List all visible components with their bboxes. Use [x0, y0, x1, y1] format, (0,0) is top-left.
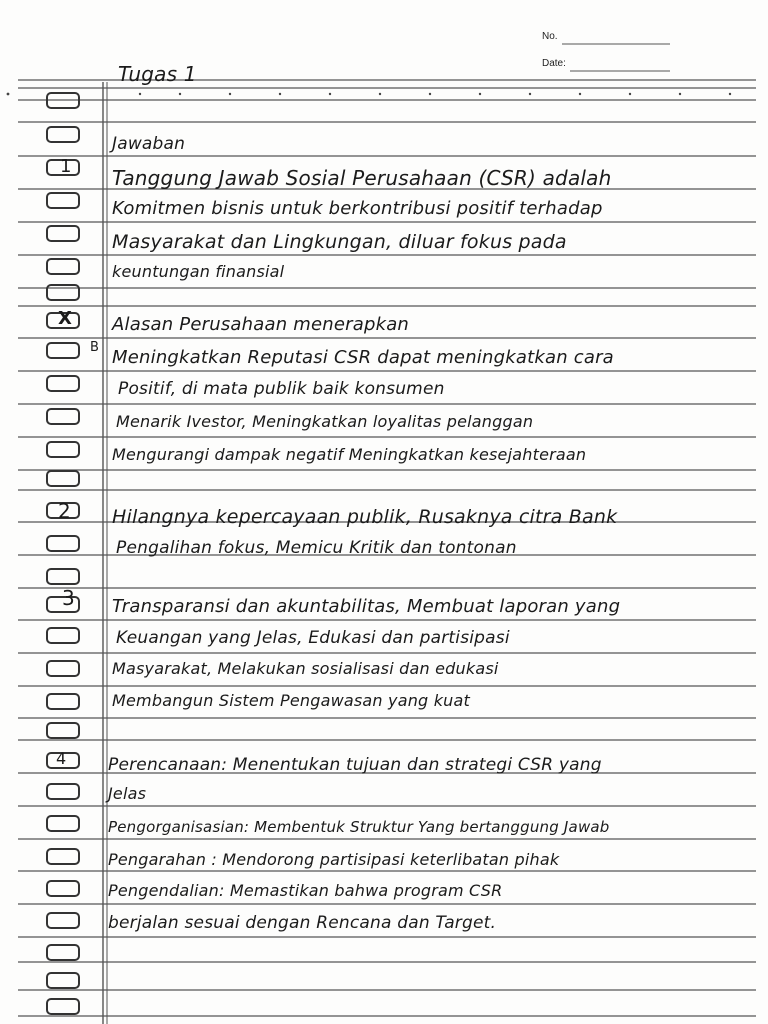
- text-line: Transparansi dan akuntabilitas, Membuat laporan yang: [112, 596, 621, 617]
- checkbox: [46, 408, 80, 425]
- text-line: Pengarahan : Mendorong partisipasi keterlibatan pihak: [108, 850, 560, 869]
- marker-3: 3: [62, 586, 75, 610]
- page-title: Tugas 1: [118, 62, 197, 86]
- marker-x: X: [58, 308, 72, 329]
- checkbox: [46, 660, 80, 677]
- checkbox: [46, 815, 80, 832]
- checkbox: [46, 880, 80, 897]
- text-line: Pengorganisasian: Membentuk Struktur Yang bertanggung Jawab: [108, 818, 610, 836]
- text-line: Meningkatkan Reputasi CSR dapat meningkatkan cara: [112, 347, 614, 368]
- marker-b: B: [90, 340, 99, 355]
- checkbox: [46, 441, 80, 458]
- checkbox: [46, 722, 80, 739]
- checkbox: [46, 126, 80, 143]
- checkbox: [46, 342, 80, 359]
- marker-2: 2: [58, 499, 71, 523]
- checkbox: [46, 375, 80, 392]
- text-line: keuntungan finansial: [112, 262, 285, 281]
- checkbox: [46, 998, 80, 1015]
- checkbox: [46, 783, 80, 800]
- text-line: Pengalihan fokus, Memicu Kritik dan tontonan: [116, 538, 517, 558]
- checkbox: [46, 912, 80, 929]
- text-line: Komitmen bisnis untuk berkontribusi positif terhadap: [112, 198, 603, 219]
- checkbox: [46, 627, 80, 644]
- text-line: Tanggung Jawab Sosial Perusahaan (CSR) adalah: [112, 166, 612, 190]
- text-line: Membangun Sistem Pengawasan yang kuat: [112, 691, 470, 710]
- no-label: No.: [542, 31, 558, 42]
- checkbox: [46, 848, 80, 865]
- checkbox: [46, 284, 80, 301]
- checkbox: [46, 693, 80, 710]
- text-line: Perencanaan: Menentukan tujuan dan strategi CSR yang: [108, 755, 602, 775]
- text-line: Menarik Ivestor, Meningkatkan loyalitas pelanggan: [116, 412, 534, 431]
- text-line: Pengendalian: Memastikan bahwa program CSR: [108, 881, 503, 900]
- marker-1: 1: [60, 156, 72, 177]
- text-line: berjalan sesuai dengan Rencana dan Target.: [108, 913, 497, 933]
- text-line: Mengurangi dampak negatif Meningkatkan kesejahteraan: [112, 445, 587, 464]
- checkbox: [46, 568, 80, 585]
- text-line: Keuangan yang Jelas, Edukasi dan partisipasi: [116, 628, 510, 648]
- checkbox: [46, 225, 80, 242]
- text-line: Hilangnya kepercayaan publik, Rusaknya citra Bank: [112, 506, 618, 528]
- text-line: Jelas: [108, 784, 147, 803]
- checkbox: [46, 192, 80, 209]
- checkbox: [46, 535, 80, 552]
- text-line: Positif, di mata publik baik konsumen: [118, 379, 445, 399]
- checkbox: [46, 972, 80, 989]
- marker-4: 4: [56, 749, 67, 768]
- checkbox: [46, 92, 80, 109]
- checkbox: [46, 944, 80, 961]
- text-line: Masyarakat, Melakukan sosialisasi dan edukasi: [112, 659, 499, 678]
- checkbox: [46, 258, 80, 275]
- checkbox: [46, 470, 80, 487]
- date-label: Date:: [542, 58, 566, 69]
- answer-heading: Jawaban: [112, 134, 186, 154]
- text-line: Alasan Perusahaan menerapkan: [112, 314, 410, 335]
- text-line: Masyarakat dan Lingkungan, diluar fokus pada: [112, 231, 567, 253]
